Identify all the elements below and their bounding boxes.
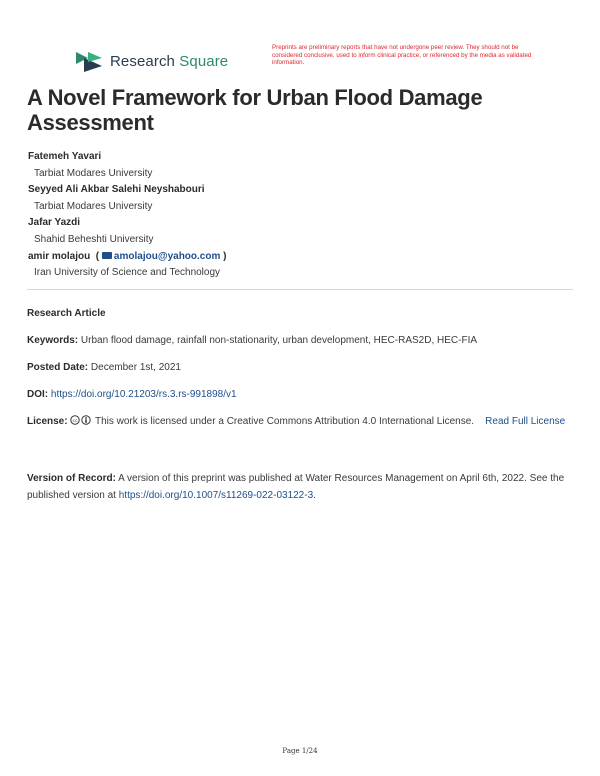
license-text: This work is licensed under a Creative Commons Attribution 4.0 International License. <box>94 416 475 427</box>
logo-text-research: Research <box>110 52 175 70</box>
header <box>74 44 544 74</box>
email-text: amolajou@yahoo.com <box>113 250 221 262</box>
paper-title: A Novel Framework for Urban Flood Damage Assessment <box>27 85 483 135</box>
keywords <box>27 333 573 350</box>
envelope-icon <box>102 252 112 259</box>
read-full-license-link[interactable]: Read Full License <box>485 416 566 427</box>
cc-by-icon <box>70 415 92 425</box>
posted-date-label: Posted Date: <box>27 362 89 373</box>
cc-by-icons <box>70 416 95 427</box>
research-square-logo-icon <box>74 50 104 72</box>
author-name: Jafar Yazdi <box>28 217 81 229</box>
author-email-link[interactable] <box>102 251 220 262</box>
doi-link[interactable]: https://doi.org/10.21203/rs.3.rs-991898/v1 <box>50 389 237 400</box>
logo-text-square: Square <box>179 52 229 70</box>
keywords-value: Urban flood damage, rainfall non-stationarity, urban development, HEC-RAS2D, HEC-FIA <box>80 335 478 346</box>
author-affiliation: Tarbiat Modares University <box>34 167 153 179</box>
author-affiliation: Iran University of Science and Technology <box>34 267 221 279</box>
version-doi-link[interactable]: https://doi.org/10.1007/s11269-022-03122-3 <box>118 489 314 501</box>
divider <box>27 289 573 290</box>
author-name: Seyyed Ali Akbar Salehi Neyshabouri <box>28 184 205 196</box>
author-affiliation: Shahid Beheshti University <box>34 233 154 245</box>
license <box>27 414 573 431</box>
research-square-logo[interactable] <box>74 50 228 72</box>
version-label: Version of Record: <box>27 473 116 484</box>
logo-text <box>110 53 228 70</box>
posted-date <box>27 360 573 377</box>
posted-date-value: December 1st, 2021 <box>90 362 181 373</box>
page-number: Page 1/24 <box>282 747 318 755</box>
article-type: Research Article <box>27 308 106 319</box>
doi <box>27 387 573 404</box>
author-name: amir molajou <box>28 250 91 262</box>
version-of-record: Version of Record: A version of this preprint was published at Water Resources Management on April 6th, 2022. See the published version at https://doi.org/10.1007/s11269-022-03122-3. <box>27 473 565 501</box>
author-affiliation: Tarbiat Modares University <box>34 200 153 212</box>
version-text: A version of this preprint was published at Water Resources Management on April 6th, 2022. See the published version at <box>27 473 565 501</box>
doi-label: DOI: <box>27 389 49 400</box>
preprint-notice: Preprints are preliminary reports that have not undergone peer review. They should not be considered conclusive, used to inform clinical practice, or referenced by the media as validated information. <box>272 44 532 66</box>
keywords-label: Keywords: <box>27 335 79 346</box>
author-name: Fatemeh Yavari <box>28 151 102 162</box>
svg-text:cc: cc <box>72 419 78 424</box>
author-list <box>28 149 568 282</box>
corresponding-author: amir molajou ( amolajou@yahoo.com ) <box>28 250 227 262</box>
license-label: License: <box>27 416 68 427</box>
